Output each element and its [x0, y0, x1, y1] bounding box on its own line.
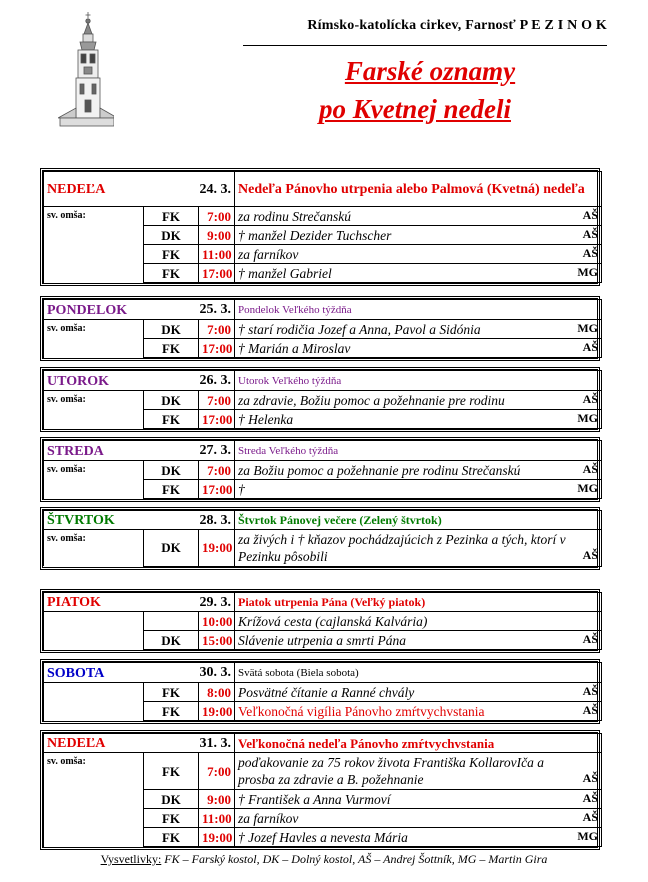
day-header — [44, 593, 602, 612]
day-header — [44, 734, 602, 753]
mass-time: 17:00 — [202, 481, 233, 497]
event-time: 19:00 — [202, 703, 233, 719]
church-code: FK — [161, 481, 181, 497]
mass-time: 11:00 — [202, 246, 232, 262]
feast-name: Štvrtok Pánovej večere (Zelený štvrtok) — [238, 513, 442, 527]
celebrant: AŠ — [582, 392, 598, 406]
celebrant: AŠ — [582, 340, 598, 354]
mass-label: sv. omša: — [47, 756, 86, 767]
feast-name: Utorok Veľkého týždňa — [238, 375, 342, 387]
legend-text: FK – Farský kostol, DK – Dolný kostol, AŠ – Andrej Šottník, MG – Martin Gira — [164, 852, 548, 866]
day-date: 31. 3. — [199, 735, 231, 751]
day-block-wednesday — [40, 437, 600, 502]
celebrant: AŠ — [582, 684, 598, 698]
feast-name: Pondelok Veľkého týždňa — [238, 304, 352, 316]
day-block-monday — [40, 296, 600, 361]
church-code: FK — [161, 340, 181, 356]
day-date: 25. 3. — [199, 302, 231, 317]
church-code: DK — [161, 392, 181, 408]
header-divider — [243, 45, 607, 46]
mass-time: 9:00 — [207, 791, 231, 807]
day-block-friday — [40, 589, 600, 653]
feast-name: Piatok utrpenia Pána (Veľký piatok) — [238, 595, 426, 609]
day-header — [44, 441, 602, 461]
church-code: DK — [161, 791, 181, 807]
day-date: 27. 3. — [199, 443, 231, 458]
church-code: FK — [161, 246, 181, 262]
mass-label: sv. omša: — [47, 533, 86, 544]
mass-row — [44, 461, 602, 480]
feast-name: Streda Veľkého týždňa — [238, 445, 339, 457]
event-description: Posvätné čítanie a Ranné chvály — [238, 684, 415, 700]
day-header — [44, 172, 602, 207]
mass-intention: † František a Anna Vurmoví — [238, 791, 391, 807]
church-code: FK — [161, 829, 181, 845]
day-name: SOBOTA — [47, 665, 105, 681]
celebrant: AŠ — [582, 246, 598, 260]
celebrant: AŠ — [582, 703, 598, 717]
day-header — [44, 371, 602, 391]
celebrant: AŠ — [582, 810, 598, 824]
celebrant: AŠ — [582, 547, 598, 562]
legend-lead: Vysvetlivky: — [100, 852, 162, 866]
celebrant: AŠ — [582, 208, 598, 222]
mass-label: sv. omša: — [47, 464, 86, 475]
day-date: 26. 3. — [199, 373, 231, 388]
church-code: DK — [161, 540, 181, 556]
mass-time: 19:00 — [202, 829, 233, 845]
church-code: FK — [161, 411, 181, 427]
church-code: FK — [161, 810, 181, 826]
mass-intention: † starí rodičia Jozef a Anna, Pavol a Sidónia — [238, 321, 481, 337]
day-name: STREDA — [47, 443, 104, 459]
feast-name: Nedeľa Pánovho utrpenia alebo Palmová (Kvetná) nedeľa — [238, 182, 585, 197]
day-name: PONDELOK — [47, 302, 128, 318]
day-name: UTOROK — [47, 373, 109, 389]
mass-time: 17:00 — [202, 340, 233, 356]
mass-intention: † Helenka — [238, 411, 294, 427]
event-row — [44, 683, 602, 702]
church-code: DK — [161, 227, 181, 243]
day-date: 24. 3. — [199, 181, 231, 197]
mass-row — [44, 320, 602, 339]
church-code: DK — [161, 632, 181, 648]
celebrant: MG — [577, 481, 598, 495]
church-code: FK — [161, 208, 181, 224]
day-name: NEDEĽA — [47, 182, 106, 197]
mass-intention: za zdravie, Božiu pomoc a požehnanie pre rodinu — [238, 392, 505, 408]
event-time: 15:00 — [202, 632, 233, 648]
celebrant: AŠ — [582, 227, 598, 241]
mass-time: 17:00 — [202, 411, 233, 427]
church-code: FK — [161, 684, 181, 700]
church-code: DK — [161, 462, 181, 478]
mass-intention: † manžel Dezider Tuchscher — [238, 227, 392, 243]
celebrant: AŠ — [582, 771, 598, 785]
page-title-line1: Farské oznamy — [344, 56, 516, 86]
parish-name: Rímsko-katolícka cirkev, Farnosť P E Z I N O K — [307, 18, 607, 33]
mass-row — [44, 530, 602, 567]
mass-time: 7:00 — [207, 208, 231, 224]
mass-time: 7:00 — [207, 392, 231, 408]
feast-name: Svätá sobota (Biela sobota) — [238, 667, 359, 679]
day-block-thursday — [40, 507, 600, 570]
mass-intention: za farníkov — [238, 246, 299, 262]
day-block-sunday-31 — [40, 730, 600, 850]
event-time: 8:00 — [207, 684, 231, 700]
legend — [0, 852, 648, 867]
day-date: 29. 3. — [199, 594, 231, 610]
mass-intention: za rodinu Strečanskú — [238, 208, 351, 224]
mass-time: 7:00 — [207, 763, 231, 779]
mass-label: sv. omša: — [47, 394, 86, 405]
mass-intention: poďakovanie za 75 rokov života Františka KollarovIča a prosba za zdravie a B. požehnanie — [238, 755, 545, 787]
church-code: FK — [161, 265, 181, 281]
event-description: Veľkonočná vigília Pánovho zmŕtvychvstania — [238, 703, 485, 719]
mass-time: 11:00 — [202, 810, 232, 826]
mass-time: 9:00 — [207, 227, 231, 243]
day-header — [44, 300, 602, 320]
celebrant: MG — [577, 411, 598, 425]
mass-row — [44, 753, 602, 790]
day-block-sunday-24 — [40, 168, 600, 286]
page-title-line2: po Kvetnej nedeli — [319, 94, 511, 124]
celebrant: MG — [577, 265, 598, 279]
day-block-tuesday — [40, 367, 600, 432]
church-code: FK — [161, 763, 181, 779]
feast-name: Veľkonočná nedeľa Pánovho zmŕtvychvstania — [238, 735, 495, 751]
church-code: FK — [161, 703, 181, 719]
mass-time: 17:00 — [202, 265, 233, 281]
mass-intention: † manžel Gabriel — [238, 265, 332, 281]
mass-intention: † Marián a Miroslav — [238, 340, 351, 356]
day-header — [44, 511, 602, 530]
mass-time: 7:00 — [207, 321, 231, 337]
mass-intention: za živých i † kňazov pochádzajúcich z Pezinka a tých, ktorí v Pezinku pôsobili — [238, 531, 566, 564]
mass-time: 19:00 — [202, 540, 233, 556]
day-name: ŠTVRTOK — [47, 513, 115, 528]
mass-row — [44, 391, 602, 410]
mass-label: sv. omša: — [47, 210, 86, 221]
day-header — [44, 663, 602, 683]
mass-intention: za Božiu pomoc a požehnanie pre rodinu Strečanskú — [238, 462, 521, 478]
mass-intention: za farníkov — [238, 810, 299, 826]
day-block-saturday — [40, 659, 600, 724]
event-description: Krížová cesta (cajlanská Kalvária) — [238, 613, 428, 629]
mass-time: 7:00 — [207, 462, 231, 478]
mass-label: sv. omša: — [47, 323, 86, 334]
mass-intention: † Jozef Havles a nevesta Mária — [238, 829, 408, 845]
mass-intention: † — [238, 481, 245, 497]
celebrant: MG — [577, 321, 598, 335]
church-tower-icon — [58, 12, 114, 130]
celebrant: MG — [577, 829, 598, 843]
church-code: DK — [161, 321, 181, 337]
celebrant: AŠ — [582, 462, 598, 476]
day-date: 30. 3. — [199, 665, 231, 680]
mass-row — [44, 207, 602, 226]
celebrant: AŠ — [582, 791, 598, 805]
day-name: PIATOK — [47, 595, 101, 610]
day-date: 28. 3. — [199, 512, 231, 528]
event-row — [44, 612, 602, 631]
event-time: 10:00 — [202, 613, 233, 629]
event-description: Slávenie utrpenia a smrti Pána — [238, 632, 406, 648]
day-name: NEDEĽA — [47, 736, 106, 751]
celebrant: AŠ — [582, 632, 598, 646]
